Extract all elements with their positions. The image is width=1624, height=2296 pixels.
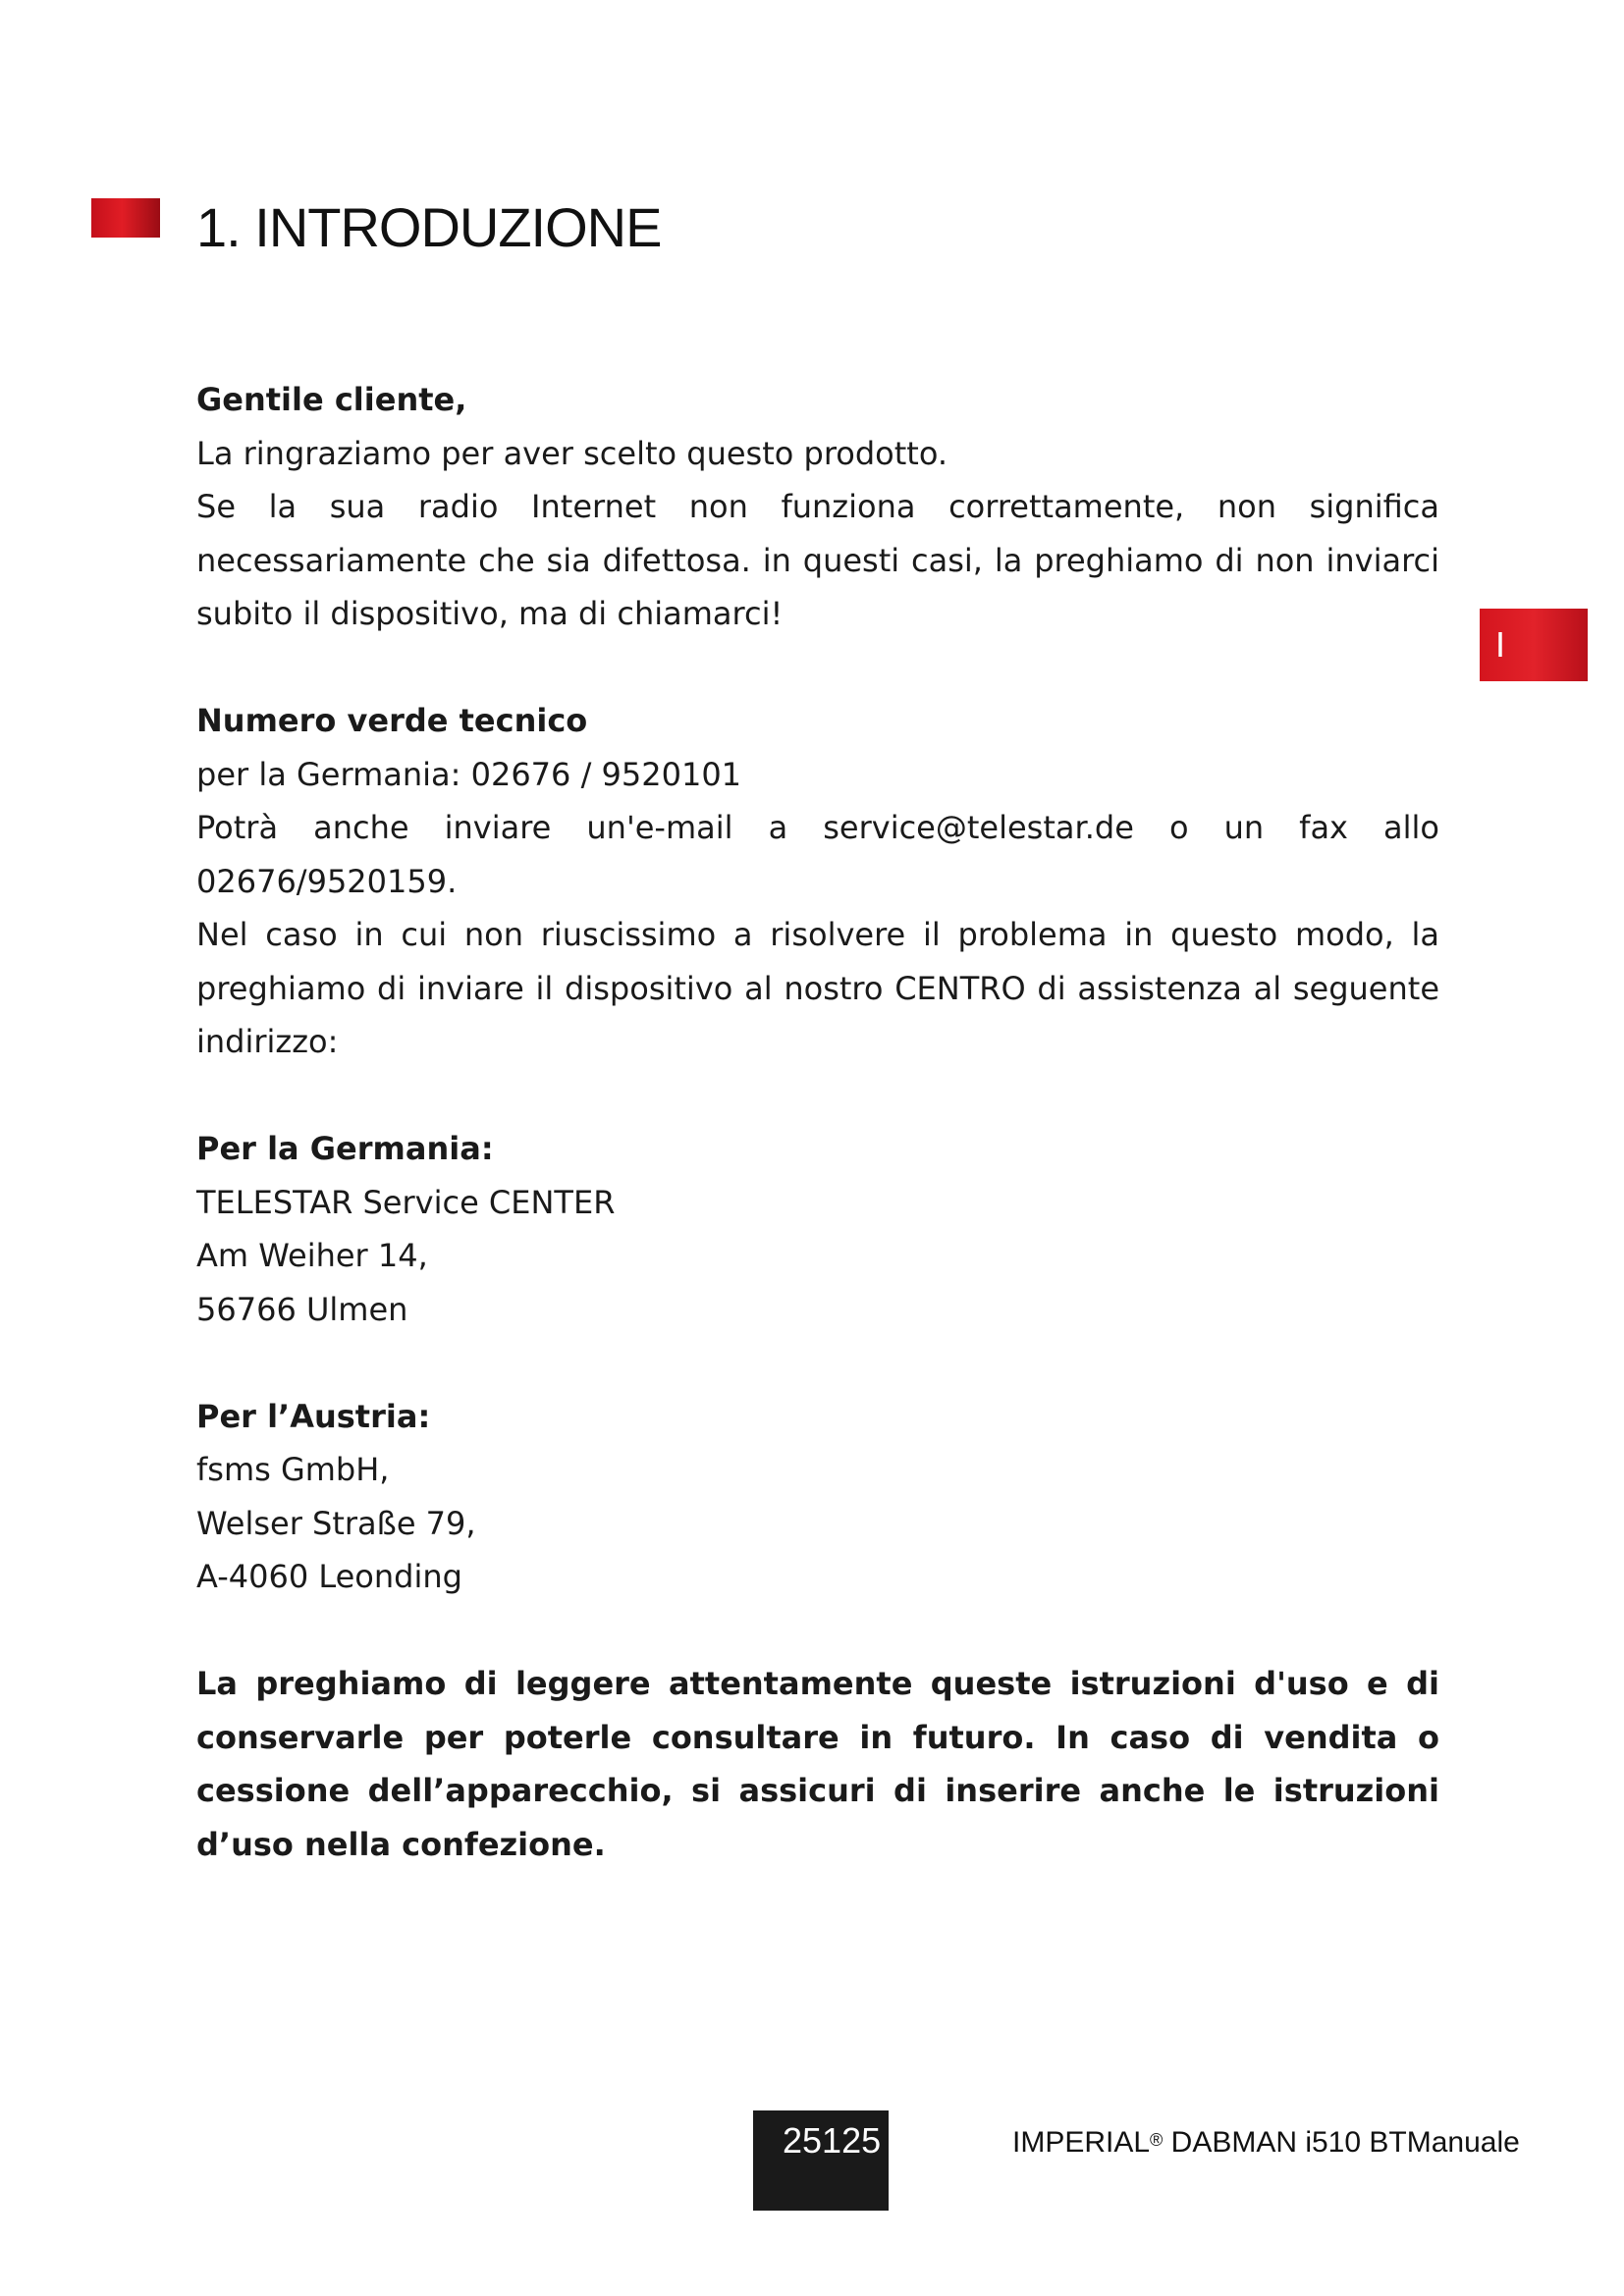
germany-address-line: 56766 Ulmen bbox=[196, 1290, 408, 1328]
greeting: Gentile cliente, bbox=[196, 381, 467, 418]
closing-note: La preghiamo di leggere attentamente queste istruzioni d'uso e di conservarle per poterle consultare in futuro. In caso di vendita o cessione dell’apparecchio, si assicuri di inserire anche le istruzioni d’uso nella confezione. bbox=[196, 1665, 1439, 1863]
hotline-phone: per la Germania: 02676 / 9520101 bbox=[196, 755, 742, 793]
language-tab bbox=[1480, 609, 1588, 681]
hotline-heading: Numero verde tecnico bbox=[196, 702, 588, 739]
footer-product-title bbox=[1012, 2120, 1520, 2163]
spacer bbox=[196, 641, 1439, 695]
spacer bbox=[196, 1069, 1439, 1123]
germany-address-heading: Per la Germania: bbox=[196, 1130, 494, 1167]
notice-paragraph: Se la sua radio Internet non funziona correttamente, non significa necessariamente che sia difettosa. in questi casi, la preghiamo di non inviarci subito il dispositivo, ma di chiamarci! bbox=[196, 488, 1439, 632]
austria-address-heading: Per l’Austria: bbox=[196, 1397, 431, 1435]
registered-mark: ® bbox=[1150, 2130, 1164, 2150]
language-tab-label: I bbox=[1495, 624, 1506, 665]
austria-address-line: A-4060 Leonding bbox=[196, 1558, 462, 1595]
austria-address-line: Welser Straße 79, bbox=[196, 1504, 476, 1542]
spacer bbox=[196, 1604, 1439, 1658]
footer-brand: IMPERIAL bbox=[1012, 2126, 1151, 2159]
footer-product: DABMAN i510 BT bbox=[1163, 2126, 1407, 2159]
service-paragraph: Nel caso in cui non riuscissimo a risolvere il problema in questo modo, la preghiamo di inviare il dispositivo al nostro CENTRO di assistenza al seguente indirizzo: bbox=[196, 916, 1439, 1060]
page-title: 1. INTRODUZIONE bbox=[196, 196, 662, 258]
germany-address-line: TELESTAR Service CENTER bbox=[196, 1183, 616, 1221]
hotline-contact: Potrà anche inviare un'e-mail a service@telestar.de o un fax allo 02676/9520159. bbox=[196, 809, 1439, 900]
page-number: 25125 bbox=[783, 2120, 882, 2161]
thanks-paragraph: La ringraziamo per aver scelto questo prodotto. bbox=[196, 434, 948, 472]
austria-address-line: fsms GmbH, bbox=[196, 1451, 390, 1488]
spacer bbox=[196, 1336, 1439, 1390]
document-body bbox=[196, 373, 1439, 1871]
footer-doc-type: Manuale bbox=[1406, 2126, 1520, 2159]
heading-accent-bar bbox=[91, 198, 160, 238]
germany-address-line: Am Weiher 14, bbox=[196, 1237, 428, 1274]
